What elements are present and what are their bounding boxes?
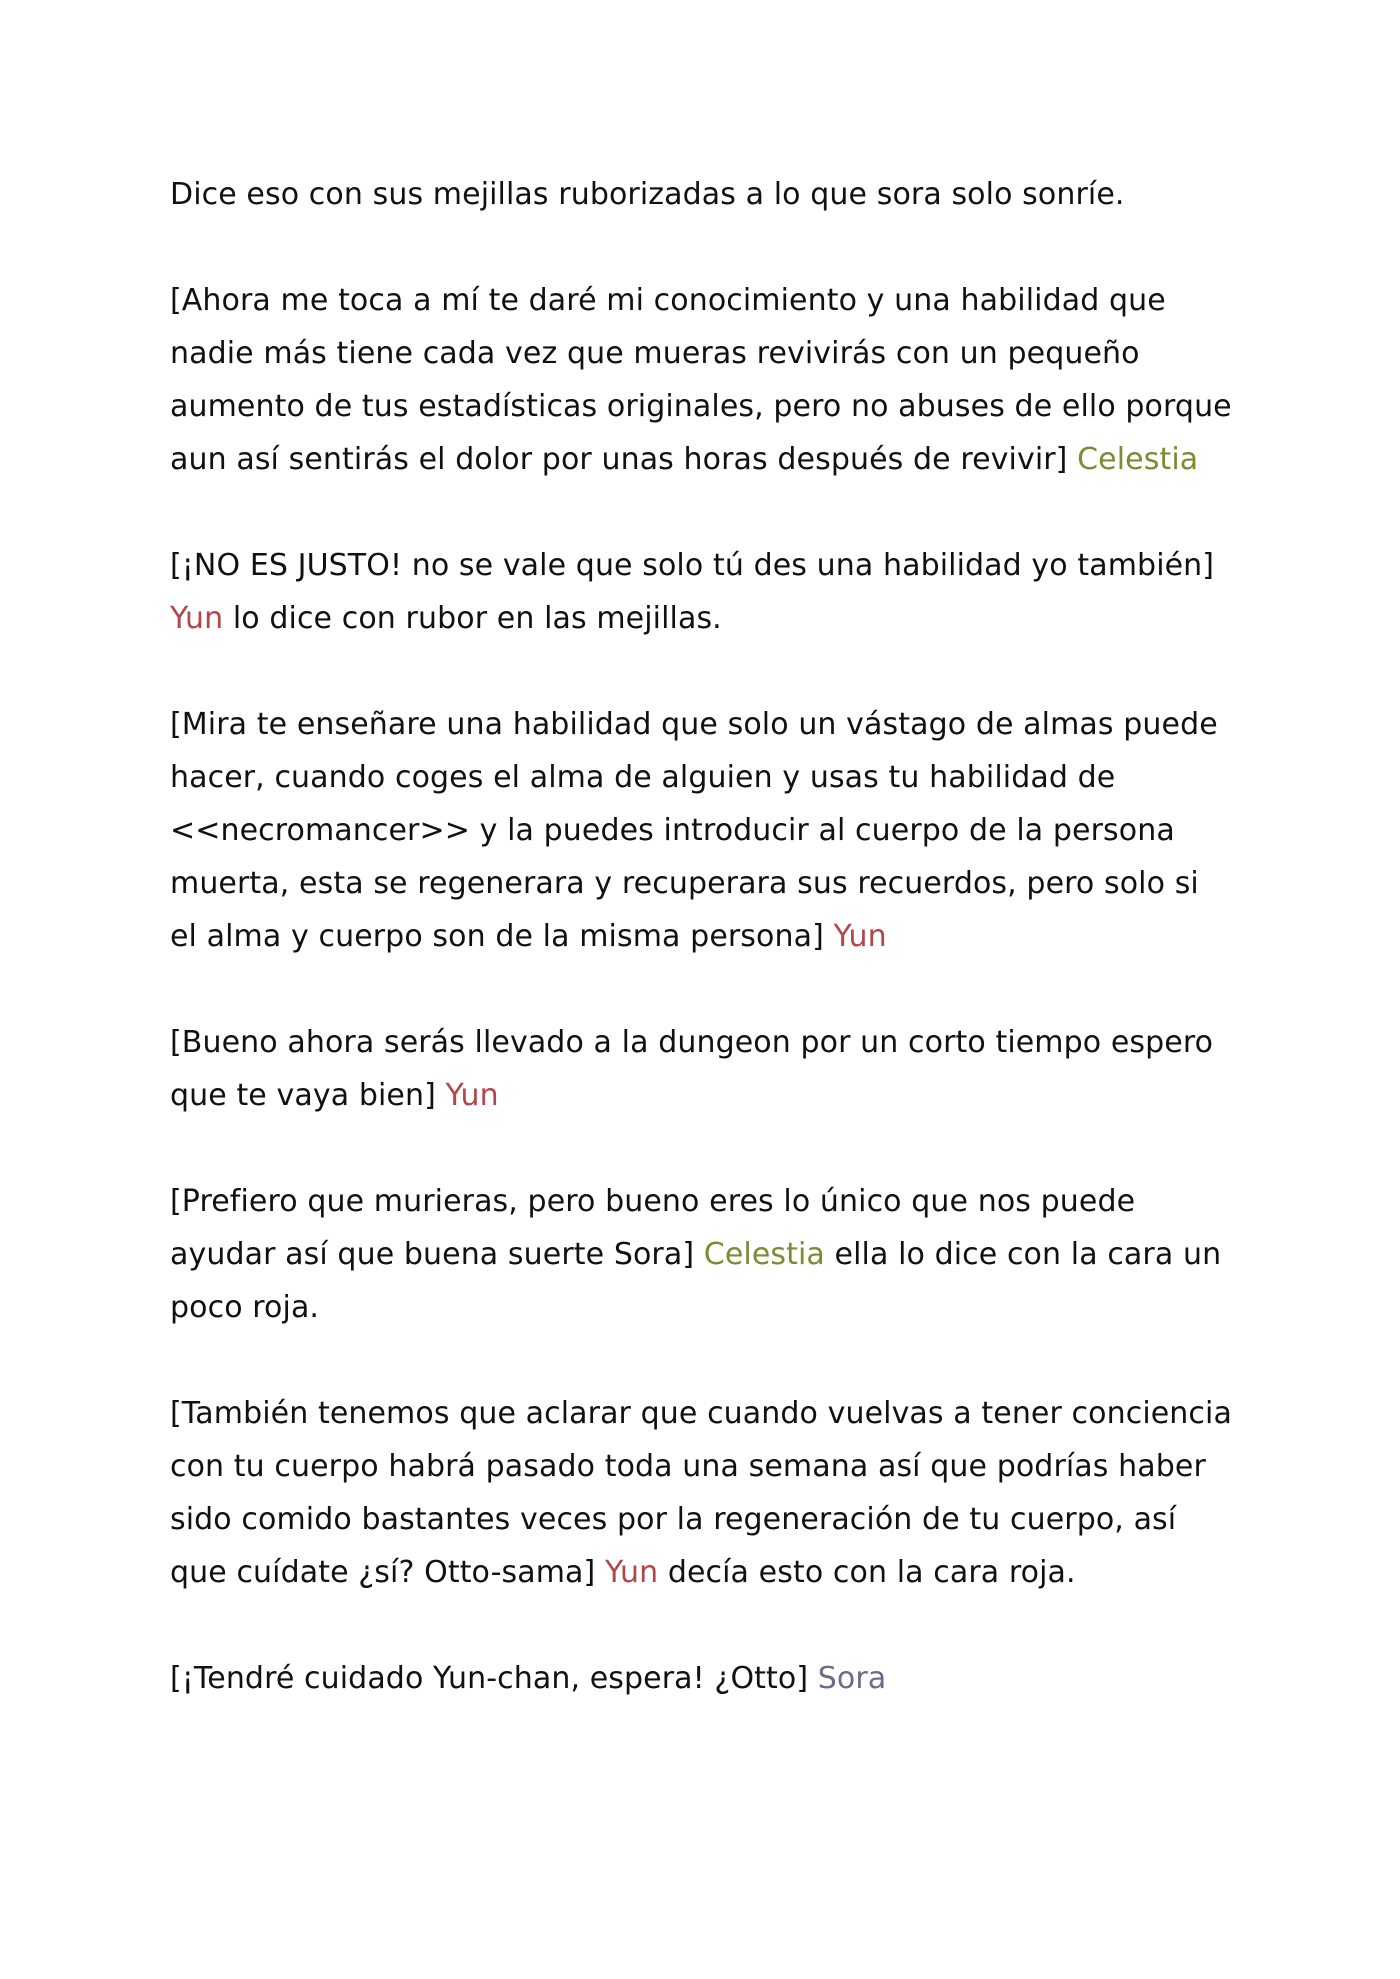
text-line xyxy=(170,274,1250,327)
story-text xyxy=(170,168,1250,1758)
line-text: sido comido bastantes veces por la regeneración de tu cuerpo, así xyxy=(170,1502,1177,1537)
text-line xyxy=(170,592,1250,645)
text-line xyxy=(170,1016,1250,1069)
text-line xyxy=(170,910,1250,963)
paragraph xyxy=(170,539,1250,645)
line-text: el alma y cuerpo son de la misma persona] xyxy=(170,919,834,954)
paragraph xyxy=(170,698,1250,963)
text-line xyxy=(170,698,1250,751)
line-text: [Ahora me toca a mí te daré mi conocimiento y una habilidad que xyxy=(170,283,1166,318)
line-text: [Bueno ahora serás llevado a la dungeon por un corto tiempo espero xyxy=(170,1025,1214,1060)
speaker-name-celestia: Celestia xyxy=(703,1237,825,1272)
line-text: Dice eso con sus mejillas ruborizadas a lo que sora solo sonríe. xyxy=(170,177,1125,212)
line-text: <<necromancer>> y la puedes introducir al cuerpo de la persona xyxy=(170,813,1175,848)
line-text: hacer, cuando coges el alma de alguien y usas tu habilidad de xyxy=(170,760,1116,795)
line-text: aun así sentirás el dolor por unas horas después de revivir] xyxy=(170,442,1078,477)
speaker-name-yun: Yun xyxy=(170,601,224,636)
line-text: [Prefiero que murieras, pero bueno eres lo único que nos puede xyxy=(170,1184,1136,1219)
speaker-name-yun: Yun xyxy=(833,919,887,954)
line-text: [También tenemos que aclarar que cuando vuelvas a tener conciencia xyxy=(170,1396,1232,1431)
text-line xyxy=(170,1069,1250,1122)
text-line xyxy=(170,1440,1250,1493)
speaker-name-yun: Yun xyxy=(604,1555,659,1590)
line-text: que te vaya bien] xyxy=(170,1078,446,1113)
line-text: [¡Tendré cuidado Yun-chan, espera! ¿Otto] xyxy=(170,1661,818,1696)
paragraph xyxy=(170,1175,1250,1334)
text-line xyxy=(170,1493,1250,1546)
paragraph xyxy=(170,274,1250,486)
line-text: con tu cuerpo habrá pasado toda una semana así que podrías haber xyxy=(170,1449,1206,1484)
text-line xyxy=(170,1281,1250,1334)
text-line xyxy=(170,327,1250,380)
paragraph xyxy=(170,168,1250,221)
speaker-name-celestia: Celestia xyxy=(1077,442,1199,477)
speaker-name-yun: Yun xyxy=(445,1078,499,1113)
text-line xyxy=(170,1175,1250,1228)
text-line xyxy=(170,1228,1250,1281)
line-text: aumento de tus estadísticas originales, pero no abuses de ello porque xyxy=(170,389,1232,424)
text-line xyxy=(170,1652,1250,1705)
speaker-name-sora: Sora xyxy=(817,1661,887,1696)
text-line xyxy=(170,857,1250,910)
line-text: decía esto con la cara roja. xyxy=(658,1555,1076,1590)
line-text: muerta, esta se regenerara y recuperara sus recuerdos, pero solo si xyxy=(170,866,1199,901)
text-line xyxy=(170,539,1250,592)
line-text: que cuídate ¿sí? Otto-sama] xyxy=(170,1555,605,1590)
line-text: poco roja. xyxy=(170,1290,320,1325)
line-text: [Mira te enseñare una habilidad que solo un vástago de almas puede xyxy=(170,707,1218,742)
text-line xyxy=(170,433,1250,486)
line-text: lo dice con rubor en las mejillas. xyxy=(223,601,722,636)
line-text: ayudar así que buena suerte Sora] xyxy=(170,1237,704,1272)
text-line xyxy=(170,1546,1250,1599)
text-line xyxy=(170,1387,1250,1440)
paragraph xyxy=(170,1387,1250,1599)
line-text: [¡NO ES JUSTO! no se vale que solo tú des una habilidad yo también] xyxy=(170,548,1215,583)
text-line xyxy=(170,751,1250,804)
line-text: nadie más tiene cada vez que mueras revivirás con un pequeño xyxy=(170,336,1140,371)
paragraph xyxy=(170,1652,1250,1705)
text-line xyxy=(170,380,1250,433)
line-text: ella lo dice con la cara un xyxy=(824,1237,1222,1272)
text-line xyxy=(170,168,1250,221)
paragraph xyxy=(170,1016,1250,1122)
text-line xyxy=(170,804,1250,857)
